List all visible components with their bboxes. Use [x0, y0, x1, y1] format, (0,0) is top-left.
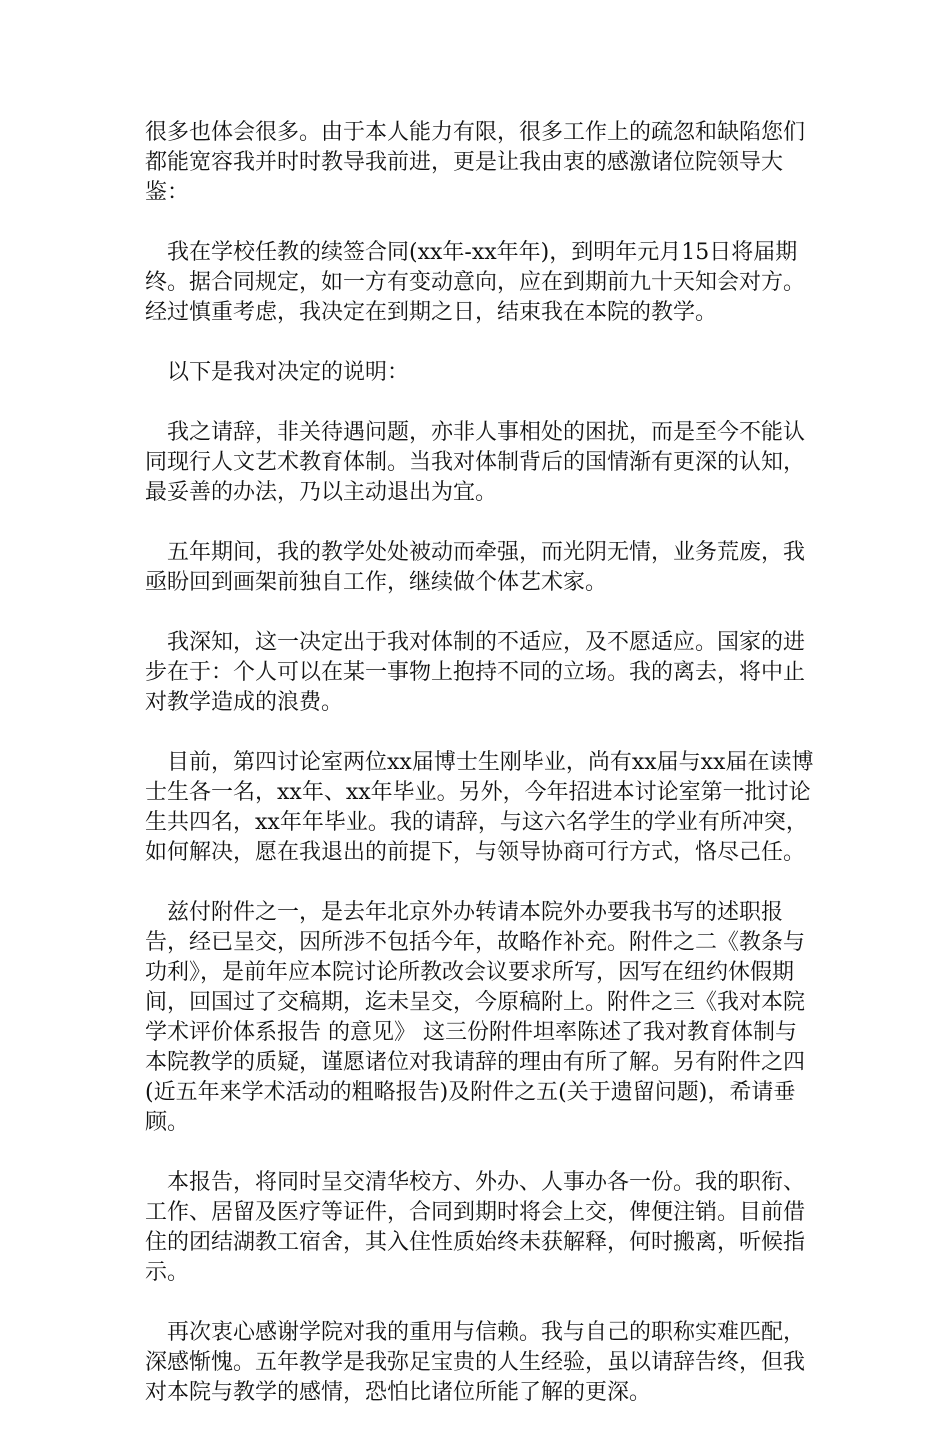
paragraph-5: 五年期间，我的教学处处被动而牵强，而光阴无情，业务荒废，我亟盼回到画架前独自工作，继续做个体艺术家。 — [145, 540, 806, 595]
paragraph-4: 我之请辞，非关待遇问题，亦非人事相处的困扰，而是至今不能认同现行人文艺术教育体制。当我对体制背后的国情渐有更深的认知，最妥善的办法，乃以主动退出为宜。 — [145, 420, 806, 505]
paragraph-2: 我在学校任教的续签合同(xx年-xx年年)，到明年元月15日将届期终。据合同规定，如一方有变动意向，应在到期前九十天知会对方。经过慎重考虑，我决定在到期之日，结束我在本院的教学。 — [145, 240, 806, 325]
paragraph-3: 以下是我对决定的说明： — [167, 360, 410, 385]
paragraph-10: 再次衷心感谢学院对我的重用与信赖。我与自己的职称实难匹配，深感惭愧。五年教学是我弥足宝贵的人生经验，虽以请辞告终，但我对本院与教学的感情，恐怕比诸位所能了解的更深。 — [145, 1320, 806, 1405]
paragraph-7: 目前，第四讨论室两位xx届博士生刚毕业，尚有xx届与xx届在读博士生各一名，xx年、xx年毕业。另外，今年招进本讨论室第一批讨论生共四名，xx年年毕业。我的请辞，与这六名学生的学业有所冲突，如何解决，愿在我退出的前提下，与领导协商可行方式，恪尽己任。 — [145, 750, 814, 865]
paragraph-1: 很多也体会很多。由于本人能力有限，很多工作上的疏忽和缺陷您们都能宽容我并时时教导我前进，更是让我由衷的感激诸位院领导大鉴： — [145, 120, 806, 205]
paragraph-9: 本报告，将同时呈交清华校方、外办、人事办各一份。我的职衔、工作、居留及医疗等证件，合同到期时将会上交，俾便注销。目前借住的团结湖教工宿舍，其入住性质始终未获解释，何时搬离，听候指示。 — [145, 1170, 806, 1285]
paragraph-8: 兹付附件之一，是去年北京外办转请本院外办要我书写的述职报告，经已呈交，因所涉不包括今年，故略作补充。附件之二《教条与功利》，是前年应本院讨论所教改会议要求所写，因写在纽约休假期间，回国过了交稿期，迄未呈交，今原稿附上。附件之三《我对本院 学术评价体系报告 的意见》 这三份附件坦率陈述了我对教育体制与本院教学的质疑，谨愿诸位对我请辞的理由有所了解。另有附件之四(近五年来学术活动的粗略报告)及附件之五(关于遗留问题)，希请垂顾。 — [145, 900, 813, 1135]
document-body — [145, 118, 815, 1438]
paragraph-6: 我深知，这一决定出于我对体制的不适应，及不愿适应。国家的进步在于：个人可以在某一事物上抱持不同的立场。我的离去，将中止对教学造成的浪费。 — [145, 630, 806, 715]
